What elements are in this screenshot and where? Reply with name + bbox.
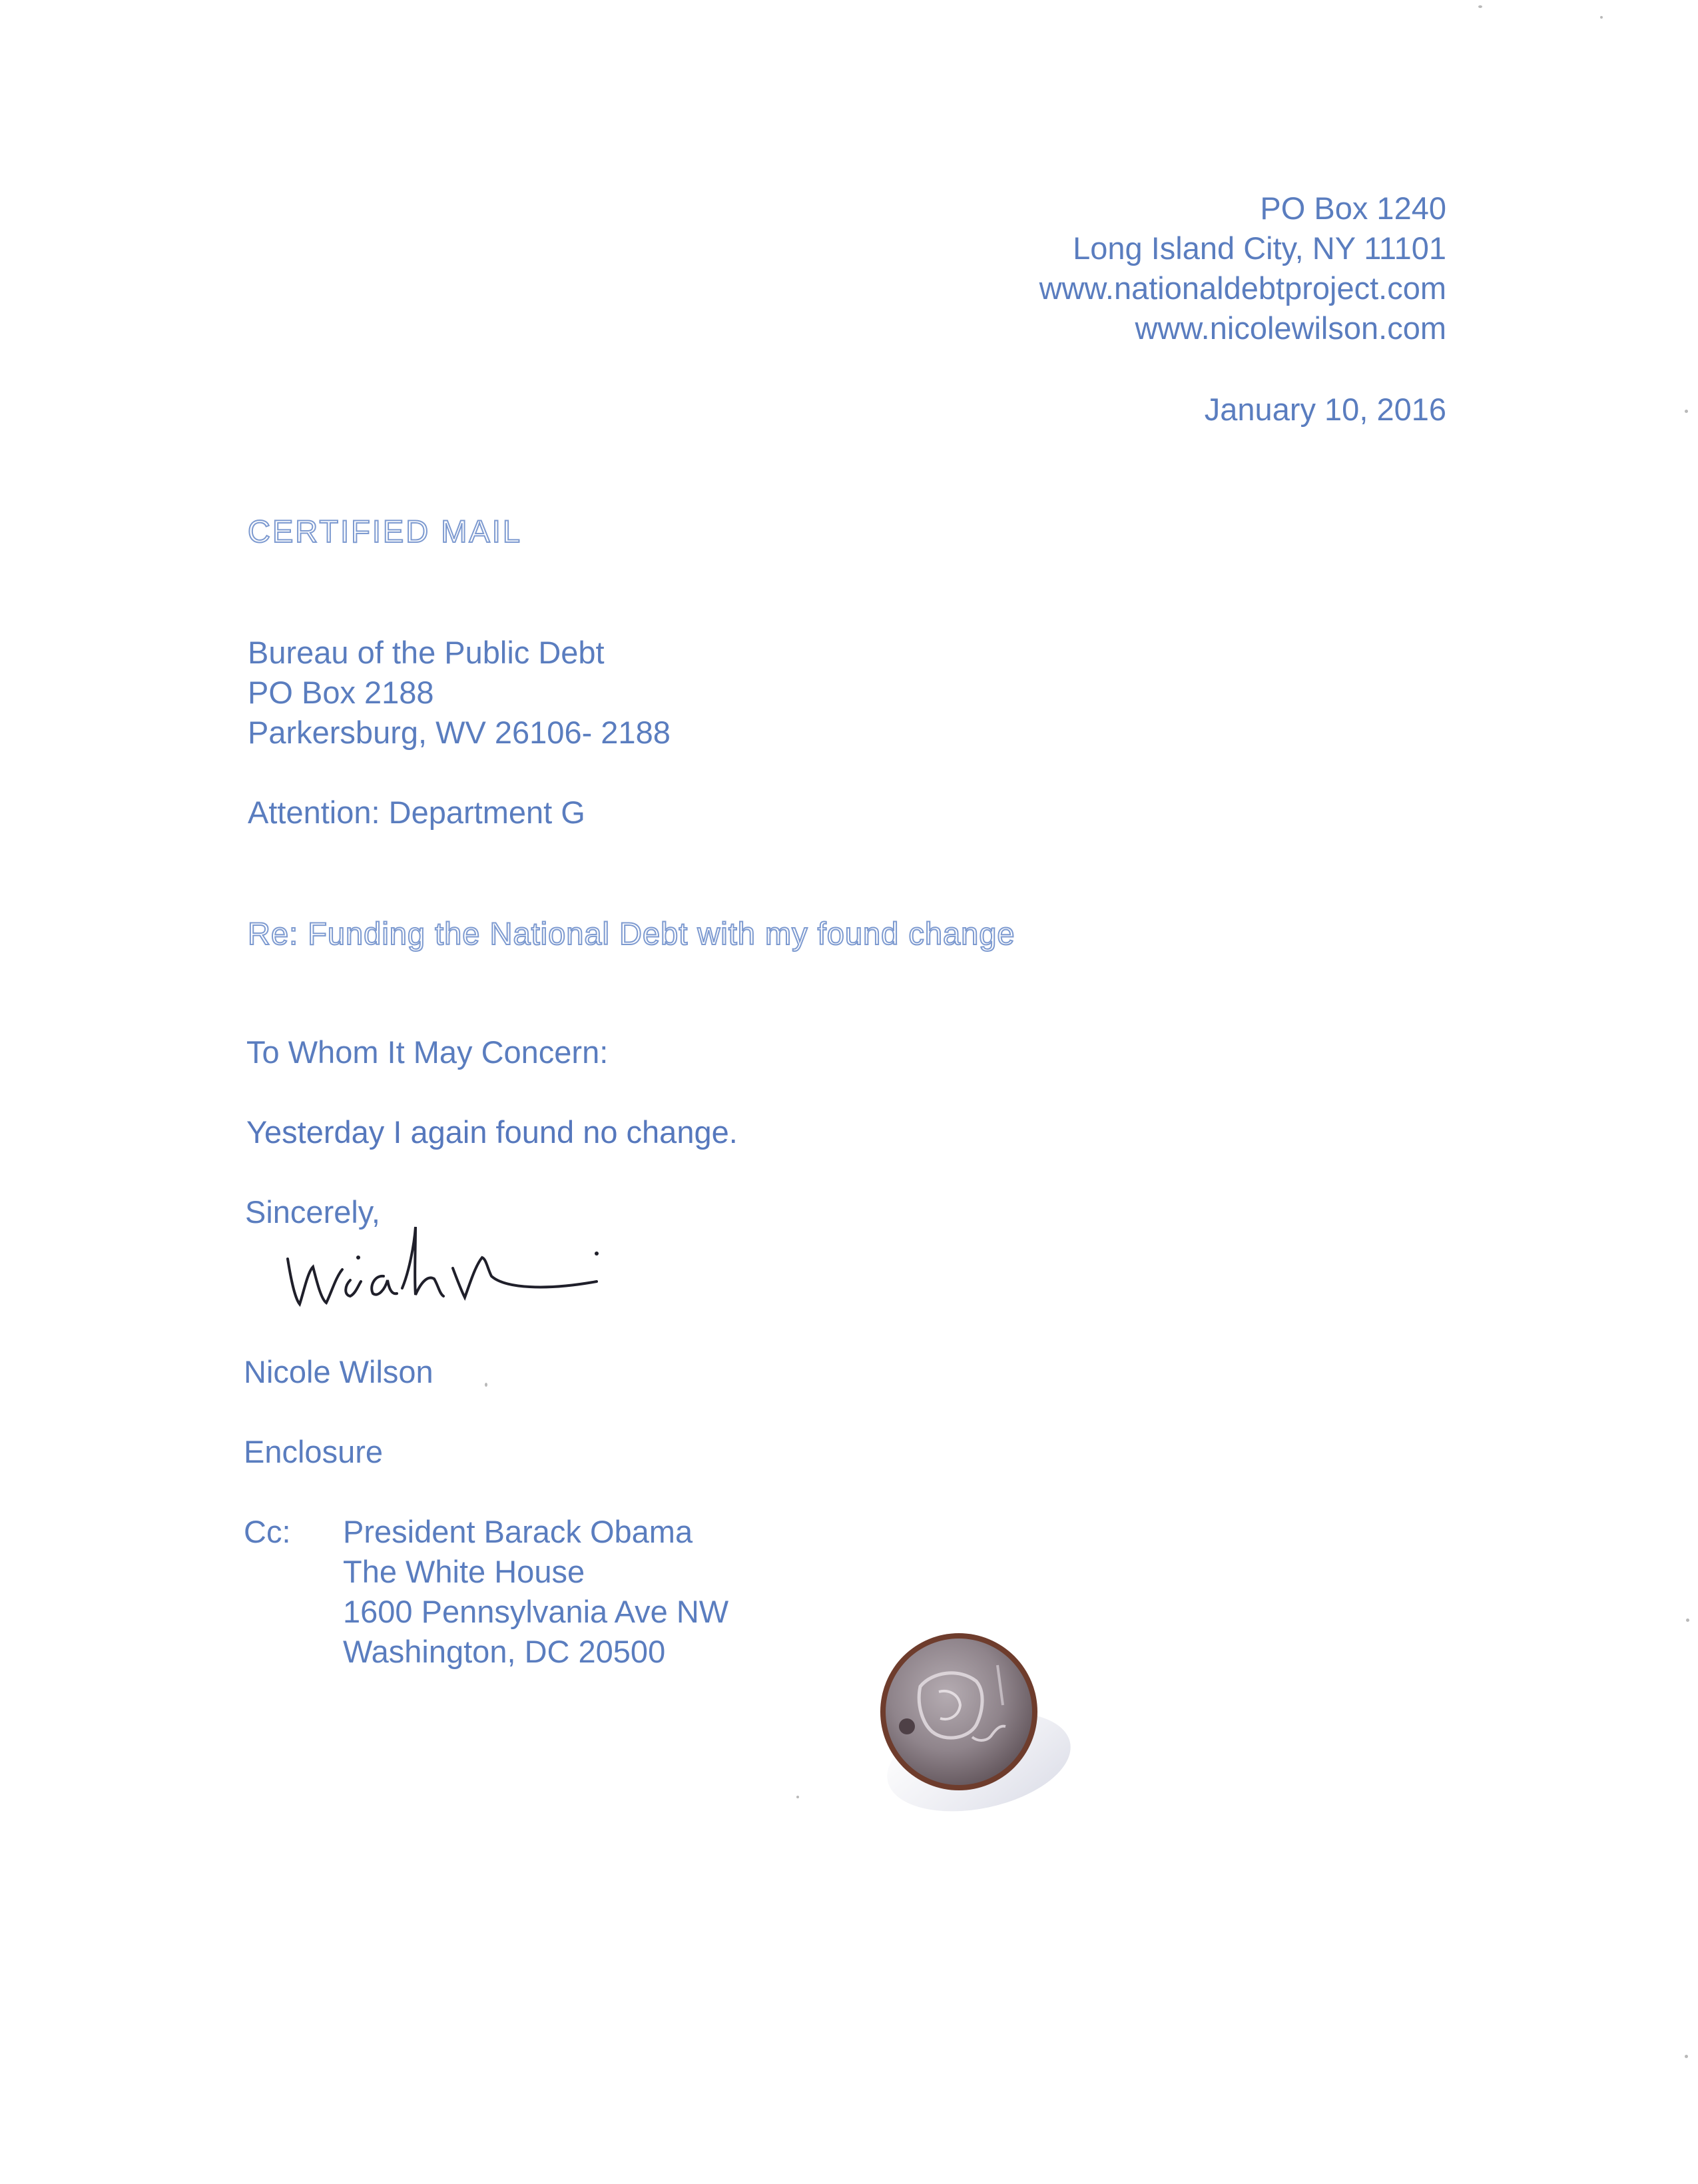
attention-line: Attention: Department G bbox=[248, 795, 585, 830]
scan-speck bbox=[1478, 5, 1482, 8]
scan-speck bbox=[1600, 16, 1603, 19]
recipient-name: Bureau of the Public Debt bbox=[248, 635, 605, 670]
closing: Sincerely, bbox=[245, 1194, 380, 1230]
recipient-city: Parkersburg, WV 26106- 2188 bbox=[248, 715, 671, 750]
letter-date: January 10, 2016 bbox=[1204, 392, 1446, 427]
penny-coin-image bbox=[859, 1625, 1072, 1825]
letter-body: Yesterday I again found no change. bbox=[246, 1114, 738, 1150]
recipient-po-box: PO Box 2188 bbox=[248, 675, 434, 710]
cc-address bbox=[343, 1512, 728, 1672]
sender-website-2: www.nicolewilson.com bbox=[1135, 310, 1446, 346]
certified-mail-label: CERTIFIED MAIL bbox=[248, 514, 522, 549]
cc-name: President Barack Obama bbox=[343, 1514, 693, 1549]
cc-building: The White House bbox=[343, 1554, 585, 1589]
subject-line: Re: Funding the National Debt with my found change bbox=[248, 916, 1015, 951]
sender-city: Long Island City, NY 11101 bbox=[1073, 230, 1446, 266]
recipient-address bbox=[248, 633, 671, 753]
signer-name: Nicole Wilson bbox=[244, 1354, 433, 1389]
cc-label: Cc: bbox=[244, 1514, 291, 1549]
sender-address bbox=[1039, 188, 1446, 348]
handwritten-signature bbox=[278, 1219, 665, 1332]
scan-speck bbox=[1685, 410, 1688, 413]
sender-po-box: PO Box 1240 bbox=[1260, 190, 1446, 226]
enclosure-note: Enclosure bbox=[244, 1434, 383, 1469]
cc-city: Washington, DC 20500 bbox=[343, 1634, 666, 1669]
scan-speck bbox=[1685, 2055, 1688, 2058]
sender-website-1: www.nationaldebtproject.com bbox=[1039, 270, 1446, 306]
scan-speck bbox=[485, 1383, 487, 1387]
scan-speck bbox=[1686, 1619, 1689, 1622]
salutation: To Whom It May Concern: bbox=[246, 1034, 609, 1070]
scan-speck bbox=[796, 1796, 799, 1798]
cc-street: 1600 Pennsylvania Ave NW bbox=[343, 1594, 729, 1629]
